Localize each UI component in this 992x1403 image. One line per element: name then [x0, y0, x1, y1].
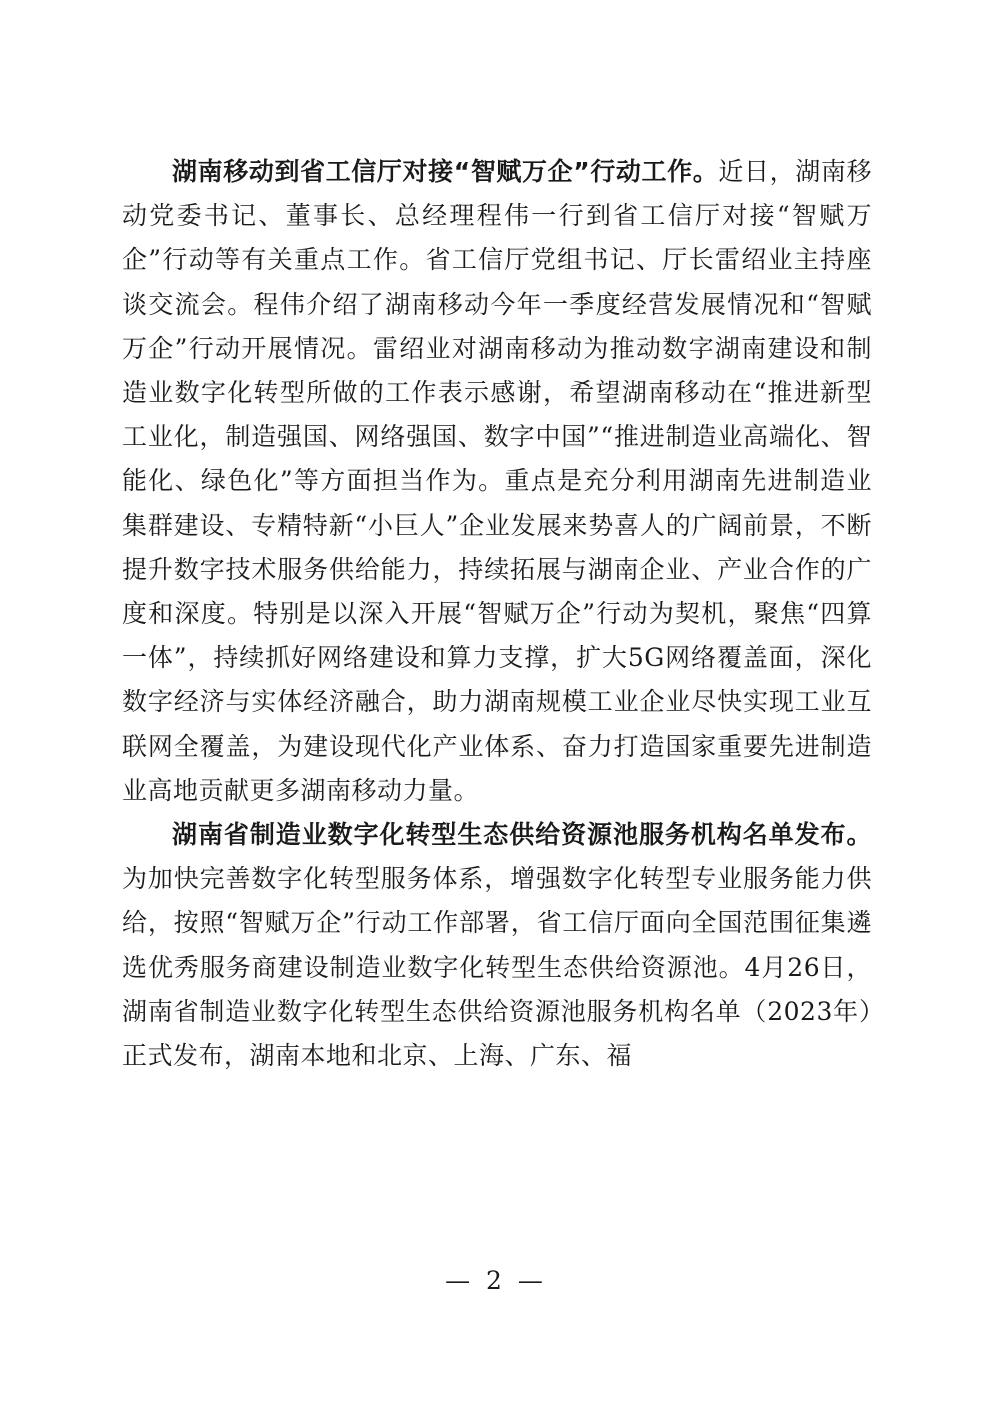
page-number: — 2 — — [445, 1266, 547, 1295]
document-page — [122, 150, 872, 1078]
paragraph-resource-pool — [122, 813, 872, 1078]
paragraph-heading: 湖南移动到省工信厅对接“智赋万企”行动工作。 — [172, 157, 719, 186]
paragraph-body: 近日，湖南移动党委书记、董事长、总经理程伟一行到省工信厅对接“智赋万企”行动等有关重点工作。省工信厅党组书记、厅长雷绍业主持座谈交流会。程伟介绍了湖南移动今年一季度经营发展情况和“智赋万企”行动开展情况。雷绍业对湖南移动为推动数字湖南建设和制造业数字化转型所做的工作表示感谢，希望湖南移动在“推进新型工业化，制造强国、网络强国、数字中国”“推进制造业高端化、智能化、绿色化”等方面担当作为。重点是充分利用湖南先进制造业集群建设、专精特新“小巨人”企业发展来势喜人的广阔前景，不断提升数字技术服务供给能力，持续拓展与湖南企业、产业合作的广度和深度。特别是以深入开展“智赋万企”行动为契机，聚焦“四算一体”，持续抓好网络建设和算力支撑，扩大5G网络覆盖面，深化数字经济与实体经济融合，助力湖南规模工业企业尽快实现工业互联网全覆盖，为建设现代化产业体系、奋力打造国家重要先进制造业高地贡献更多湖南移动力量。 — [122, 157, 872, 805]
paragraph-body: 为加快完善数字化转型服务体系，增强数字化转型专业服务能力供给，按照“智赋万企”行动工作部署，省工信厅面向全国范围征集遴选优秀服务商建设制造业数字化转型生态供给资源池。4月26日，湖南省制造业数字化转型生态供给资源池服务机构名单（2023年）正式发布，湖南本地和北京、上海、广东、福 — [122, 864, 872, 1071]
paragraph-hunan-mobile — [122, 150, 872, 813]
paragraph-heading: 湖南省制造业数字化转型生态供给资源池服务机构名单发布。 — [172, 820, 872, 850]
